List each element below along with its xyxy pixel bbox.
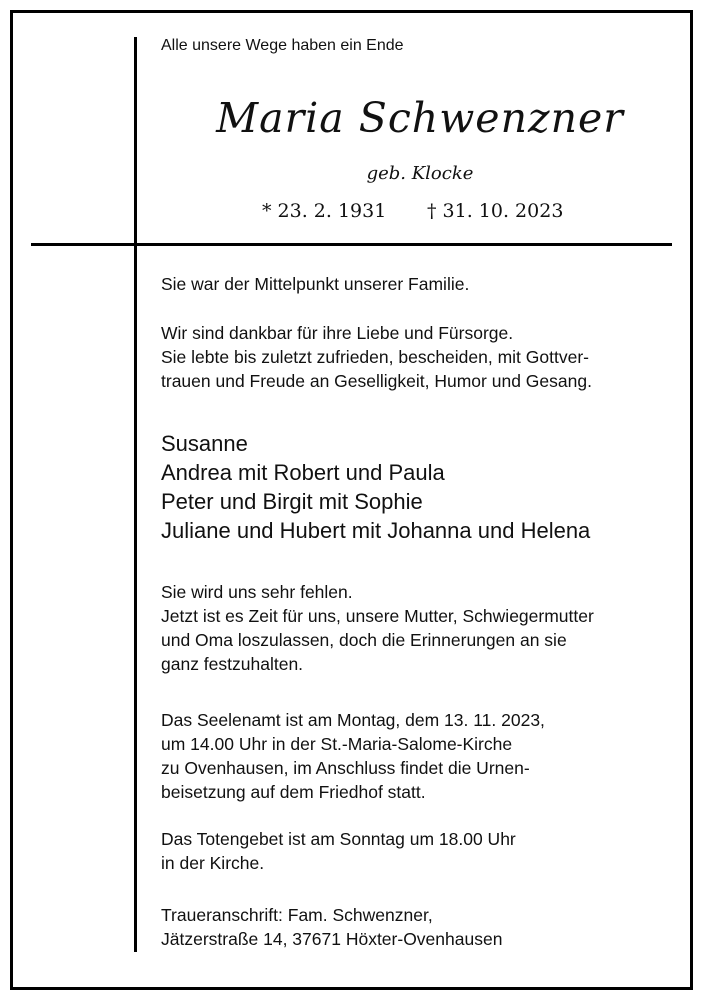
requiem-line: Das Seelenamt ist am Montag, dem 13. 11. 2023, <box>161 710 545 730</box>
requiem-line: beisetzung auf dem Friedhof statt. <box>161 782 426 802</box>
requiem-line: zu Ovenhausen, im Anschluss findet die Urnen- <box>161 758 530 778</box>
requiem-line: um 14.00 Uhr in der St.-Maria-Salome-Kirche <box>161 734 513 754</box>
family-member-line: Susanne <box>161 431 248 456</box>
cross-vertical-bar <box>134 37 137 952</box>
cross-horizontal-bar <box>31 243 672 246</box>
gratitude-line: Wir sind dankbar für ihre Liebe und Fürsorge. <box>161 323 514 343</box>
family-members <box>161 429 681 545</box>
farewell-line: und Oma loszulassen, doch die Erinnerungen an sie <box>161 630 567 650</box>
prayer-paragraph <box>161 827 681 875</box>
birth-name: geb. Klocke <box>366 163 474 184</box>
intro-line: Sie war der Mittelpunkt unserer Familie. <box>161 274 470 294</box>
family-member-line: Peter und Birgit mit Sophie <box>161 489 423 514</box>
farewell-line: ganz festzuhalten. <box>161 654 304 674</box>
prayer-line: Das Totengebet ist am Sonntag um 18.00 Uhr <box>161 829 516 849</box>
gratitude-line: trauen und Freude an Geselligkeit, Humor und Gesang. <box>161 371 592 391</box>
gratitude-paragraph <box>161 321 681 393</box>
motto: Alle unsere Wege haben ein Ende <box>161 37 404 54</box>
farewell-paragraph <box>161 580 681 676</box>
prayer-line: in der Kirche. <box>161 853 265 873</box>
birth-date: * 23. 2. 1931 <box>262 200 387 222</box>
intro-paragraph <box>161 272 681 296</box>
family-member-line: Juliane und Hubert mit Johanna und Helena <box>161 518 591 543</box>
family-member-line: Andrea mit Robert und Paula <box>161 460 445 485</box>
requiem-paragraph <box>161 708 681 804</box>
deceased-name: Maria Schwenzner <box>216 94 624 142</box>
gratitude-line: Sie lebte bis zuletzt zufrieden, bescheiden, mit Gottver- <box>161 347 589 367</box>
address-line: Jätzerstraße 14, 37671 Höxter-Ovenhausen <box>161 929 503 949</box>
farewell-line: Jetzt ist es Zeit für uns, unsere Mutter, Schwiegermutter <box>161 606 594 626</box>
farewell-line: Sie wird uns sehr fehlen. <box>161 582 353 602</box>
mourning-address <box>161 903 681 951</box>
address-line: Traueranschrift: Fam. Schwenzner, <box>161 905 433 925</box>
death-date: † 31. 10. 2023 <box>427 200 564 222</box>
